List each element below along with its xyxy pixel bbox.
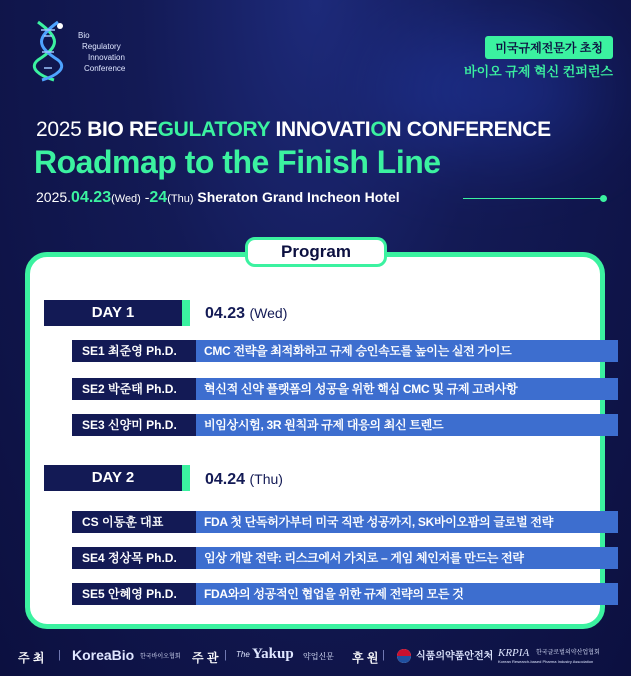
day-date (205, 305, 287, 323)
logo-text (78, 30, 125, 74)
main-title: Roadmap to the Finish Line (34, 144, 441, 180)
conference-name-part: O (370, 118, 387, 141)
logo-line: Innovation (88, 53, 125, 62)
conference-logo (30, 20, 160, 82)
host-org: 한국바이오협회 (140, 654, 181, 660)
date-start: 04.23 (71, 189, 112, 206)
session-row (72, 511, 618, 533)
divider-dot (600, 195, 607, 202)
session-topic: 혁신적 신약 플랫폼의 성공을 위한 핵심 CMC 및 규제 고려사항 (196, 378, 618, 400)
date-end: 24 (149, 189, 168, 206)
session-topic: FDA 첫 단독허가부터 미국 직판 성공까지, SK바이오팜의 글로벌 전략 (196, 511, 618, 533)
day-date (205, 471, 283, 489)
date-separator: - (140, 189, 150, 205)
logo-line: Bio (78, 31, 90, 40)
day-date-value: 04.24 (205, 471, 246, 488)
invite-subtitle: 바이오 규제 혁신 컨퍼런스 (464, 64, 613, 79)
sponsor2-logo: KRPIA (498, 647, 530, 659)
organizer-label: 주 관 (192, 651, 219, 665)
session-topic: FDA와의 성공적인 협업을 위한 규제 전략의 모든 것 (196, 583, 618, 605)
session-row (72, 340, 618, 362)
sponsor-label: 후 원 (352, 651, 379, 665)
conference-name-part: INNOVATI (269, 118, 371, 141)
divider (463, 198, 603, 199)
invite-badge: 미국규제전문가 초청 (485, 36, 613, 59)
date-end-weekday: (Thu) (167, 193, 194, 205)
session-topic: 임상 개발 전략: 리스크에서 가치로 – 게임 체인저를 만드는 전략 (196, 547, 618, 569)
logo-line: Conference (84, 64, 126, 73)
organizer-org: 약업신문 (303, 652, 334, 661)
session-row (72, 583, 618, 605)
conference-name-part: BIO RE (87, 118, 158, 141)
day-weekday: (Wed) (249, 305, 288, 321)
session-row (72, 378, 618, 400)
session-topic: 비임상시험, 3R 원칙과 규제 대응의 최신 트렌드 (196, 414, 618, 436)
session-row (72, 414, 618, 436)
date-start-weekday: (Wed) (111, 193, 141, 205)
day-label: DAY 2 (44, 465, 190, 491)
sponsor2-org-en: Korean Research-based Pharma Industry Association (498, 659, 594, 664)
session-speaker: CS 이동훈 대표 (72, 511, 196, 533)
conference-name-part: N CONFERENCE (386, 118, 551, 141)
conference-name (36, 118, 551, 142)
session-speaker: SE5 안혜영 Ph.D. (72, 583, 196, 605)
day-weekday: (Thu) (249, 471, 283, 487)
conference-year: 2025 (36, 118, 82, 141)
conference-name-part: GULATORY (157, 118, 270, 141)
separator: | (382, 649, 385, 661)
program-card (25, 252, 605, 629)
host-logo: KoreaBio (72, 647, 135, 663)
logo-line: Regulatory (82, 42, 121, 51)
sponsor-org: 식품의약품안전처 (416, 651, 494, 662)
separator: | (224, 649, 227, 661)
day-label: DAY 1 (44, 300, 190, 326)
session-speaker: SE4 정상목 Ph.D. (72, 547, 196, 569)
date-year: 2025. (36, 189, 72, 205)
separator: | (58, 649, 61, 661)
dna-helix-icon (30, 20, 70, 82)
session-speaker: SE3 신양미 Ph.D. (72, 414, 196, 436)
event-date (36, 189, 400, 207)
session-topic: CMC 전략을 최적화하고 규제 승인속도를 높이는 실전 가이드 (196, 340, 618, 362)
host-label: 주 최 (18, 651, 45, 665)
session-row (72, 547, 618, 569)
footer-sponsors (18, 646, 618, 670)
mfds-emblem-icon (396, 648, 412, 664)
organizer-logo-prefix: The (236, 650, 250, 659)
session-speaker: SE1 최준영 Ph.D. (72, 340, 196, 362)
venue: Sheraton Grand Incheon Hotel (197, 189, 400, 205)
day-date-value: 04.23 (205, 305, 246, 322)
organizer-logo: Yakup (252, 646, 294, 662)
program-title: Program (245, 237, 387, 267)
session-speaker: SE2 박준태 Ph.D. (72, 378, 196, 400)
sponsor2-org: 한국글로벌의약산업협회 (536, 650, 600, 656)
